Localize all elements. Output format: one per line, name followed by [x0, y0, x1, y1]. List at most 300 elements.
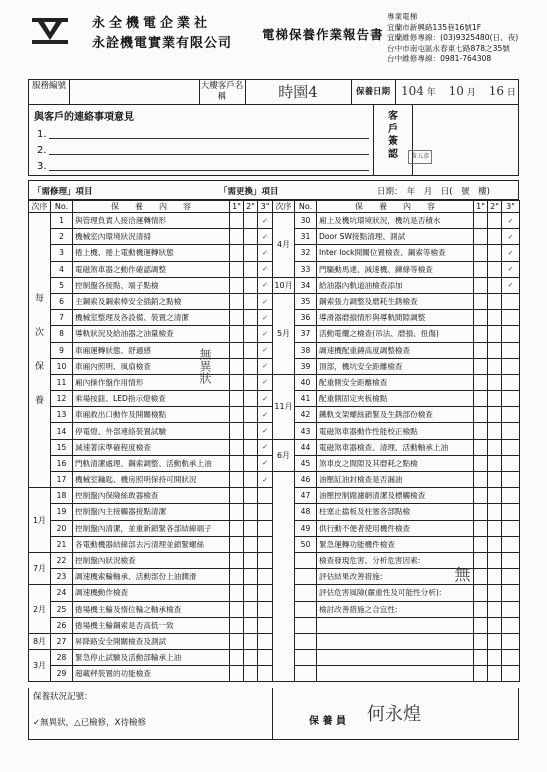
season-cell: 7月 — [29, 552, 51, 584]
item-text: 調速機動作檢查 — [73, 585, 230, 601]
item-no: 12 — [51, 391, 73, 407]
item-text: 廂內操作盤作用情形 — [73, 374, 230, 390]
customer-opinion-box — [28, 105, 519, 176]
check-cell[interactable] — [244, 617, 258, 633]
check-cell[interactable] — [230, 488, 244, 504]
check-cell[interactable] — [474, 666, 488, 682]
check-cell[interactable] — [488, 213, 502, 229]
item-text: 與管理負責人接洽運轉情形 — [73, 213, 230, 229]
contact-line: 宜蘭市新興路135巷16號1F — [387, 22, 482, 32]
check-cell[interactable] — [244, 374, 258, 390]
check-cell[interactable] — [230, 666, 244, 682]
check-cell[interactable] — [244, 407, 258, 423]
check-cell[interactable] — [244, 472, 258, 488]
item-no: 36 — [295, 310, 317, 326]
item-no: 14 — [51, 423, 73, 439]
table-row — [29, 472, 520, 488]
item-no: 3 — [51, 245, 73, 261]
date-month: 10 — [448, 84, 464, 98]
season-cell: 6月 — [273, 439, 295, 471]
check-cell[interactable] — [502, 439, 520, 455]
check-cell[interactable] — [502, 407, 520, 423]
item-text: 電磁煞車器動作性能校正檢點 — [317, 423, 474, 439]
check-cell[interactable] — [502, 633, 520, 649]
opinion-line-number: 1. — [37, 129, 47, 140]
client-name[interactable]: 時園4 — [245, 80, 352, 104]
item-text: 調速機索輪軸承、活動部份上油潤滑 — [73, 569, 230, 585]
check-cell[interactable] — [474, 245, 488, 261]
check-cell[interactable] — [230, 423, 244, 439]
contact-line: 台中市南屯區永春東七路878之35號 — [387, 43, 510, 53]
check-cell[interactable] — [244, 552, 258, 568]
check-cell[interactable] — [230, 342, 244, 358]
check-cell[interactable]: ✓ — [258, 455, 273, 471]
check-cell[interactable] — [502, 358, 520, 374]
check-cell[interactable] — [230, 455, 244, 471]
check-cell[interactable] — [502, 617, 520, 633]
check-cell[interactable] — [258, 666, 273, 682]
item-text: 車廂內照明、風扇檢查 — [73, 358, 230, 374]
handwritten-right-note: 無 — [452, 566, 471, 582]
check-cell[interactable] — [244, 504, 258, 520]
service-no-label: 服務編號 — [29, 80, 70, 105]
check-cell[interactable] — [502, 455, 520, 471]
check-cell[interactable] — [230, 520, 244, 536]
item-text: 乘場按鈕、LED指示燈檢查 — [73, 391, 230, 407]
check-cell[interactable] — [244, 666, 258, 682]
check-cell[interactable] — [258, 585, 273, 601]
check-cell[interactable] — [488, 650, 502, 666]
check-cell[interactable] — [502, 391, 520, 407]
check-cell[interactable] — [258, 520, 273, 536]
item-no — [295, 650, 317, 666]
check-cell[interactable] — [474, 439, 488, 455]
item-text: 配重側固定夾板檢點 — [317, 391, 474, 407]
check-cell[interactable] — [502, 326, 520, 342]
check-cell[interactable] — [230, 245, 244, 261]
opinion-line-1[interactable] — [49, 138, 369, 139]
item-text: 主鋼索及鋼索棒安全插銷之點檢 — [73, 293, 230, 309]
item-text: 鋼索張力調整及磨耗生銹檢查 — [317, 293, 474, 309]
item-no: 29 — [51, 666, 73, 682]
check-cell[interactable] — [474, 277, 488, 293]
item-text: 評估危害風險(嚴重性及可能性分析): — [317, 585, 474, 601]
check-cell[interactable]: ✓ — [258, 342, 273, 358]
date-year-unit: 年 — [426, 88, 436, 98]
item-text: 捲上機、捲上電動機運轉狀態 — [73, 245, 230, 261]
check-cell[interactable]: ✓ — [502, 277, 520, 293]
item-no: 7 — [51, 310, 73, 326]
check-cell[interactable] — [474, 569, 488, 585]
check-cell[interactable] — [502, 650, 520, 666]
check-cell[interactable] — [502, 601, 520, 617]
item-no: 48 — [295, 504, 317, 520]
check-cell[interactable] — [258, 569, 273, 585]
table-row — [29, 374, 520, 390]
item-text: 活動電纜之檢查(吊法、磨損、扭傷) — [317, 326, 474, 342]
check-cell[interactable] — [474, 229, 488, 245]
item-text: 給油器內軌道油檢查添加 — [317, 277, 474, 293]
check-cell[interactable]: ✓ — [258, 326, 273, 342]
item-no: 20 — [51, 520, 73, 536]
item-no: 13 — [51, 407, 73, 423]
season-cell — [273, 472, 295, 682]
legend-text: ✓無異狀，△已檢修，X待檢修 — [33, 718, 146, 728]
check-cell[interactable]: ✓ — [258, 423, 273, 439]
item-text: 各電動機器結線部去污清理並鎖緊螺絲 — [73, 536, 230, 552]
opinion-line-3[interactable] — [49, 170, 369, 171]
item-text: 減速著床準確程度檢查 — [73, 439, 230, 455]
check-cell[interactable] — [230, 407, 244, 423]
check-cell[interactable] — [244, 342, 258, 358]
opinion-line-number: 3. — [37, 161, 47, 172]
item-text: 控制盤內狀況檢查 — [73, 552, 230, 568]
item-no: 9 — [51, 342, 73, 358]
check-cell[interactable] — [488, 569, 502, 585]
check-cell[interactable] — [230, 261, 244, 277]
check-cell[interactable] — [488, 455, 502, 471]
opinion-title: 與客戶的連絡事項意見 — [34, 112, 134, 123]
check-cell[interactable]: ✓ — [258, 293, 273, 309]
item-no: 17 — [51, 472, 73, 488]
check-cell[interactable] — [488, 423, 502, 439]
check-cell[interactable] — [244, 423, 258, 439]
season-cell: 10月 — [273, 277, 295, 293]
item-text: 門軌清潔處理、鋼索調整、活動軌承上油 — [73, 455, 230, 471]
check-cell[interactable] — [502, 585, 520, 601]
check-cell[interactable] — [474, 358, 488, 374]
date-field[interactable] — [401, 84, 516, 98]
check-cell[interactable] — [258, 650, 273, 666]
item-no: 24 — [51, 585, 73, 601]
check-cell[interactable] — [474, 488, 488, 504]
item-text — [317, 650, 474, 666]
check-cell[interactable] — [474, 310, 488, 326]
check-cell[interactable] — [244, 650, 258, 666]
check-cell[interactable] — [502, 666, 520, 682]
item-no — [295, 601, 317, 617]
check-cell[interactable] — [244, 455, 258, 471]
check-cell[interactable] — [244, 488, 258, 504]
check-cell[interactable]: ✓ — [502, 213, 520, 229]
check-cell[interactable] — [502, 310, 520, 326]
check-cell[interactable] — [502, 472, 520, 488]
season-cell: 每 次 保 養 — [29, 213, 51, 488]
item-text: 供行動不便者使用機件檢查 — [317, 520, 474, 536]
check-cell[interactable] — [488, 277, 502, 293]
inspector-label: 保 養 員 — [309, 716, 346, 727]
item-no: 26 — [51, 617, 73, 633]
check-cell[interactable]: ✓ — [258, 245, 273, 261]
check-cell[interactable] — [488, 552, 502, 568]
check-cell[interactable] — [244, 536, 258, 552]
col-item: 保 養 內 容 — [317, 201, 474, 213]
check-cell[interactable]: ✓ — [258, 310, 273, 326]
check-cell[interactable] — [502, 520, 520, 536]
item-no: 35 — [295, 293, 317, 309]
check-cell[interactable] — [488, 245, 502, 261]
check-cell[interactable] — [258, 536, 273, 552]
table-row — [29, 277, 520, 293]
item-no: 44 — [295, 439, 317, 455]
check-cell[interactable] — [230, 439, 244, 455]
check-cell[interactable] — [488, 229, 502, 245]
check-cell[interactable] — [502, 536, 520, 552]
check-cell[interactable] — [244, 245, 258, 261]
item-text: 頂部，機坑安全距離檢查 — [317, 358, 474, 374]
check-cell[interactable] — [244, 520, 258, 536]
col-no: No. — [51, 201, 73, 213]
check-cell[interactable] — [502, 569, 520, 585]
contact-line: 專業電梯 — [387, 12, 418, 21]
check-cell[interactable] — [488, 326, 502, 342]
item-text: 煞車皮之間隙及其磨耗之點檢 — [317, 455, 474, 471]
check-cell[interactable] — [474, 213, 488, 229]
check-cell[interactable] — [502, 423, 520, 439]
check-cell[interactable] — [230, 358, 244, 374]
check-cell[interactable] — [488, 617, 502, 633]
check-cell[interactable] — [474, 536, 488, 552]
check-cell[interactable] — [474, 391, 488, 407]
item-text: 導軌狀況及給油器之油量檢查 — [73, 326, 230, 342]
item-no: 39 — [295, 358, 317, 374]
inspector-signature[interactable]: 何永煌 — [367, 704, 421, 725]
check-cell[interactable] — [474, 374, 488, 390]
item-text: 機械室鑰匙、機房照明保持可開狀況 — [73, 472, 230, 488]
check-cell[interactable] — [230, 552, 244, 568]
check-cell[interactable] — [244, 633, 258, 649]
check-cell[interactable] — [488, 293, 502, 309]
check-cell[interactable] — [474, 520, 488, 536]
item-no: 43 — [295, 423, 317, 439]
check-cell[interactable] — [258, 504, 273, 520]
check-cell[interactable] — [474, 455, 488, 471]
table-header — [29, 201, 520, 213]
check-cell[interactable]: ✓ — [258, 261, 273, 277]
check-cell[interactable] — [474, 601, 488, 617]
check-cell[interactable]: ✓ — [502, 229, 520, 245]
item-no: 38 — [295, 342, 317, 358]
check-cell[interactable] — [488, 488, 502, 504]
table-row — [29, 439, 520, 455]
check-cell[interactable] — [244, 391, 258, 407]
check-cell[interactable] — [230, 585, 244, 601]
item-no: 22 — [51, 552, 73, 568]
check-cell[interactable]: ✓ — [258, 277, 273, 293]
check-cell[interactable] — [474, 633, 488, 649]
check-cell[interactable] — [230, 293, 244, 309]
check-cell[interactable] — [230, 326, 244, 342]
check-cell[interactable] — [474, 261, 488, 277]
repair-date: 日期： 年 月 日( 號 樓) — [377, 187, 490, 197]
check-cell[interactable] — [230, 213, 244, 229]
item-no: 50 — [295, 536, 317, 552]
sign-char: 認 — [388, 148, 398, 160]
item-no: 19 — [51, 504, 73, 520]
check-cell[interactable] — [258, 617, 273, 633]
check-cell[interactable]: ✓ — [258, 213, 273, 229]
item-text: 導滑器磨損情形與導軌間隙調整 — [317, 310, 474, 326]
item-text: 控制盤內主接觸器接點清潔 — [73, 504, 230, 520]
check-cell[interactable] — [230, 569, 244, 585]
item-text: 控制盤各接點、端子點檢 — [73, 277, 230, 293]
check-cell[interactable] — [488, 261, 502, 277]
check-cell[interactable] — [474, 423, 488, 439]
company-logo-icon — [30, 14, 70, 48]
check-cell[interactable] — [230, 504, 244, 520]
check-cell[interactable] — [474, 585, 488, 601]
service-no-field[interactable] — [69, 80, 200, 104]
handwritten-side-note: 無異狀 — [198, 348, 212, 384]
check-cell[interactable] — [230, 229, 244, 245]
check-cell[interactable]: ✓ — [502, 245, 520, 261]
check-cell[interactable] — [474, 504, 488, 520]
item-no — [295, 569, 317, 585]
company-name-2: 永詮機電實業有限公司 — [92, 36, 233, 51]
col-check-1: 1" — [474, 201, 488, 213]
check-cell[interactable] — [488, 520, 502, 536]
item-no: 41 — [295, 391, 317, 407]
check-cell[interactable] — [502, 488, 520, 504]
check-cell[interactable] — [230, 277, 244, 293]
date-month-unit: 月 — [466, 88, 476, 98]
check-cell[interactable] — [230, 472, 244, 488]
check-cell[interactable] — [502, 293, 520, 309]
item-text: 門驅動馬達、減速機、鍊條等檢查 — [317, 261, 474, 277]
check-cell[interactable] — [230, 633, 244, 649]
item-text: Inter lock開關位置檢查、鋼索等檢查 — [317, 245, 474, 261]
item-text — [317, 666, 474, 682]
check-cell[interactable] — [230, 601, 244, 617]
item-no: 5 — [51, 277, 73, 293]
check-cell[interactable] — [230, 536, 244, 552]
item-text: 緊急運轉功能機件檢查 — [317, 536, 474, 552]
check-cell[interactable] — [502, 342, 520, 358]
item-text: 鐵軌支架螺絲鎖緊及生銹部份檢查 — [317, 407, 474, 423]
item-text: 控制盤內清潔，並重新鎖緊各部結線端子 — [73, 520, 230, 536]
item-text: 油壓缸油封檢查是否漏油 — [317, 472, 474, 488]
check-cell[interactable] — [244, 261, 258, 277]
check-cell[interactable] — [244, 569, 258, 585]
check-cell[interactable] — [244, 277, 258, 293]
check-cell[interactable] — [244, 585, 258, 601]
check-cell[interactable] — [244, 326, 258, 342]
check-cell[interactable] — [488, 585, 502, 601]
opinion-line-2[interactable] — [49, 154, 369, 155]
col-season: 次序 — [273, 201, 295, 213]
check-cell[interactable] — [474, 342, 488, 358]
season-cell: 5月 — [273, 293, 295, 374]
check-cell[interactable] — [474, 617, 488, 633]
check-cell[interactable] — [258, 601, 273, 617]
table-row — [29, 213, 520, 229]
check-cell[interactable] — [474, 650, 488, 666]
check-cell[interactable] — [258, 633, 273, 649]
item-no: 31 — [295, 229, 317, 245]
check-cell[interactable] — [502, 374, 520, 390]
check-cell[interactable]: ✓ — [258, 439, 273, 455]
check-cell[interactable] — [258, 552, 273, 568]
check-cell[interactable] — [244, 439, 258, 455]
maintenance-table — [28, 200, 520, 682]
document-title: 電梯保養作業報告書 — [262, 27, 384, 42]
check-cell[interactable] — [244, 310, 258, 326]
check-cell[interactable] — [502, 552, 520, 568]
item-no: 25 — [51, 601, 73, 617]
check-cell[interactable] — [488, 342, 502, 358]
check-cell[interactable] — [244, 601, 258, 617]
check-cell[interactable]: ✓ — [502, 261, 520, 277]
info-row — [28, 79, 519, 105]
check-cell[interactable] — [488, 504, 502, 520]
check-cell[interactable] — [488, 391, 502, 407]
check-cell[interactable] — [474, 326, 488, 342]
check-cell[interactable]: ✓ — [258, 391, 273, 407]
check-cell[interactable]: ✓ — [258, 229, 273, 245]
item-text: 昇降路安全開關檢查及測試 — [73, 633, 230, 649]
check-cell[interactable] — [230, 374, 244, 390]
check-cell[interactable] — [474, 472, 488, 488]
check-cell[interactable] — [474, 293, 488, 309]
check-cell[interactable]: ✓ — [258, 407, 273, 423]
sign-char: 簽 — [388, 136, 398, 147]
footer-box — [28, 688, 519, 740]
check-cell[interactable] — [488, 666, 502, 682]
check-cell[interactable] — [244, 213, 258, 229]
check-cell[interactable] — [230, 391, 244, 407]
item-text: 捲場機主輪鋼索是否高低一致 — [73, 617, 230, 633]
check-cell[interactable] — [488, 439, 502, 455]
check-cell[interactable] — [488, 358, 502, 374]
item-no: 15 — [51, 439, 73, 455]
item-text: 車廂運轉狀態、舒適感 — [73, 342, 230, 358]
season-cell: 11月 — [273, 374, 295, 439]
check-cell[interactable] — [502, 504, 520, 520]
check-cell[interactable] — [244, 293, 258, 309]
check-cell[interactable] — [230, 650, 244, 666]
contact-line: 台中維修專線：0981-764308 — [387, 54, 492, 63]
item-no: 46 — [295, 472, 317, 488]
check-cell[interactable] — [230, 617, 244, 633]
check-cell[interactable]: ✓ — [258, 374, 273, 390]
check-cell[interactable] — [488, 407, 502, 423]
check-cell[interactable] — [474, 407, 488, 423]
item-text: 油壓控制閥濾網清潔及標觸檢查 — [317, 488, 474, 504]
item-no — [295, 617, 317, 633]
item-no: 1 — [51, 213, 73, 229]
check-cell[interactable] — [488, 601, 502, 617]
item-text: 車廂救出口動作及開關檢點 — [73, 407, 230, 423]
check-cell[interactable] — [488, 374, 502, 390]
check-cell[interactable] — [244, 358, 258, 374]
item-no: 30 — [295, 213, 317, 229]
contact-block — [387, 12, 518, 65]
check-cell[interactable] — [230, 310, 244, 326]
check-cell[interactable]: ✓ — [258, 472, 273, 488]
check-cell[interactable] — [488, 310, 502, 326]
check-cell[interactable] — [488, 633, 502, 649]
item-no: 6 — [51, 293, 73, 309]
item-no: 27 — [51, 633, 73, 649]
check-cell[interactable] — [488, 472, 502, 488]
check-cell[interactable] — [474, 552, 488, 568]
check-cell[interactable] — [244, 229, 258, 245]
item-no: 49 — [295, 520, 317, 536]
check-cell[interactable]: ✓ — [258, 358, 273, 374]
item-text: 評估結果改善措施: — [317, 569, 474, 585]
check-cell[interactable] — [488, 536, 502, 552]
check-cell[interactable] — [258, 488, 273, 504]
